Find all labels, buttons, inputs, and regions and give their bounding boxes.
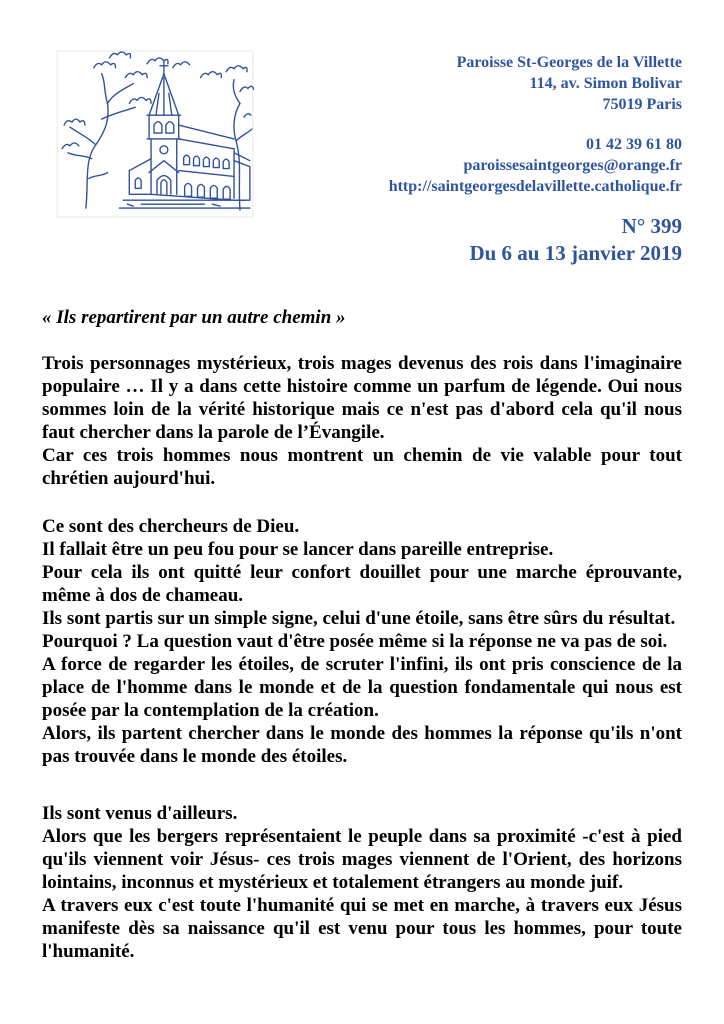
header-contact-block [389, 52, 682, 267]
paragraph: Ils sont venus d'ailleurs. [42, 803, 238, 824]
paragraph: Il fallait être un peu fou pour se lancer dans pareille entreprise. [42, 539, 554, 560]
article-title: « Ils repartirent par un autre chemin » [42, 307, 346, 328]
phone-number: 01 42 39 61 80 [586, 136, 682, 153]
paragraph: Alors que les bergers représentaient le peuple dans sa proximité -c'est à pied qu'ils viennent voir Jésus- ces trois mages viennent de l'Orient, des horizons lointains, inconnus et mystérieux et totalement étrangers au monde juif. [42, 826, 682, 893]
issue-block [389, 213, 682, 267]
email-address: paroissesaintgeorges@orange.fr [463, 157, 682, 174]
paragraph: A force de regarder les étoiles, de scruter l'infini, ils ont pris conscience de la place de l'homme dans le monde et de la question fondamentale qui nous est posée par la contemplation de la création. [42, 654, 682, 721]
church-illustration [56, 50, 254, 218]
paragraph: Pourquoi ? La question vaut d'être posée même si la réponse ne va pas de soi. [42, 631, 668, 652]
issue-date-range: Du 6 au 13 janvier 2019 [469, 241, 682, 265]
address-line-2: 75019 Paris [602, 96, 682, 113]
paragraph-block [42, 352, 682, 490]
issue-number: N° 399 [621, 214, 682, 238]
paragraph: Ils sont partis sur un simple signe, celui d'une étoile, sans être sûrs du résultat. [42, 608, 676, 629]
spacer [389, 115, 682, 134]
paragraph: Trois personnages mystérieux, trois mages devenus des rois dans l'imaginaire populaire … Il y a dans cette histoire comme un parfum de légende. Oui nous sommes loin de la vérité historique mais ce n'est pas d'abord cela qu'il nous faut chercher dans la parole de l’Évangile. [42, 353, 682, 443]
paragraph-block [42, 515, 682, 768]
paragraph: Car ces trois hommes nous montrent un chemin de vie valable pour tout chrétien aujourd'hui. [42, 445, 682, 489]
church-line-drawing-icon [56, 50, 254, 218]
paragraph: Ce sont des chercheurs de Dieu. [42, 516, 300, 537]
address-line-1: 114, av. Simon Bolivar [529, 75, 682, 92]
paragraph: Alors, ils partent chercher dans le monde des hommes la réponse qu'ils n'ont pas trouvée dans le monde des étoiles. [42, 723, 682, 767]
header [0, 0, 724, 265]
paragraph: A travers eux c'est toute l'humanité qui se met en marche, à travers eux Jésus manifeste dès sa naissance qu'il est venu pour tous les hommes, pour toute l'humanité. [42, 895, 682, 962]
paragraph-block [42, 802, 682, 963]
org-name: Paroisse St-Georges de la Villette [456, 54, 682, 71]
article-body [42, 352, 682, 963]
website-url: http://saintgeorgesdelavillette.catholique.fr [388, 178, 682, 195]
article [42, 306, 682, 963]
paragraph: Pour cela ils ont quitté leur confort douillet pour une marche éprouvante, même à dos de chameau. [42, 562, 682, 606]
